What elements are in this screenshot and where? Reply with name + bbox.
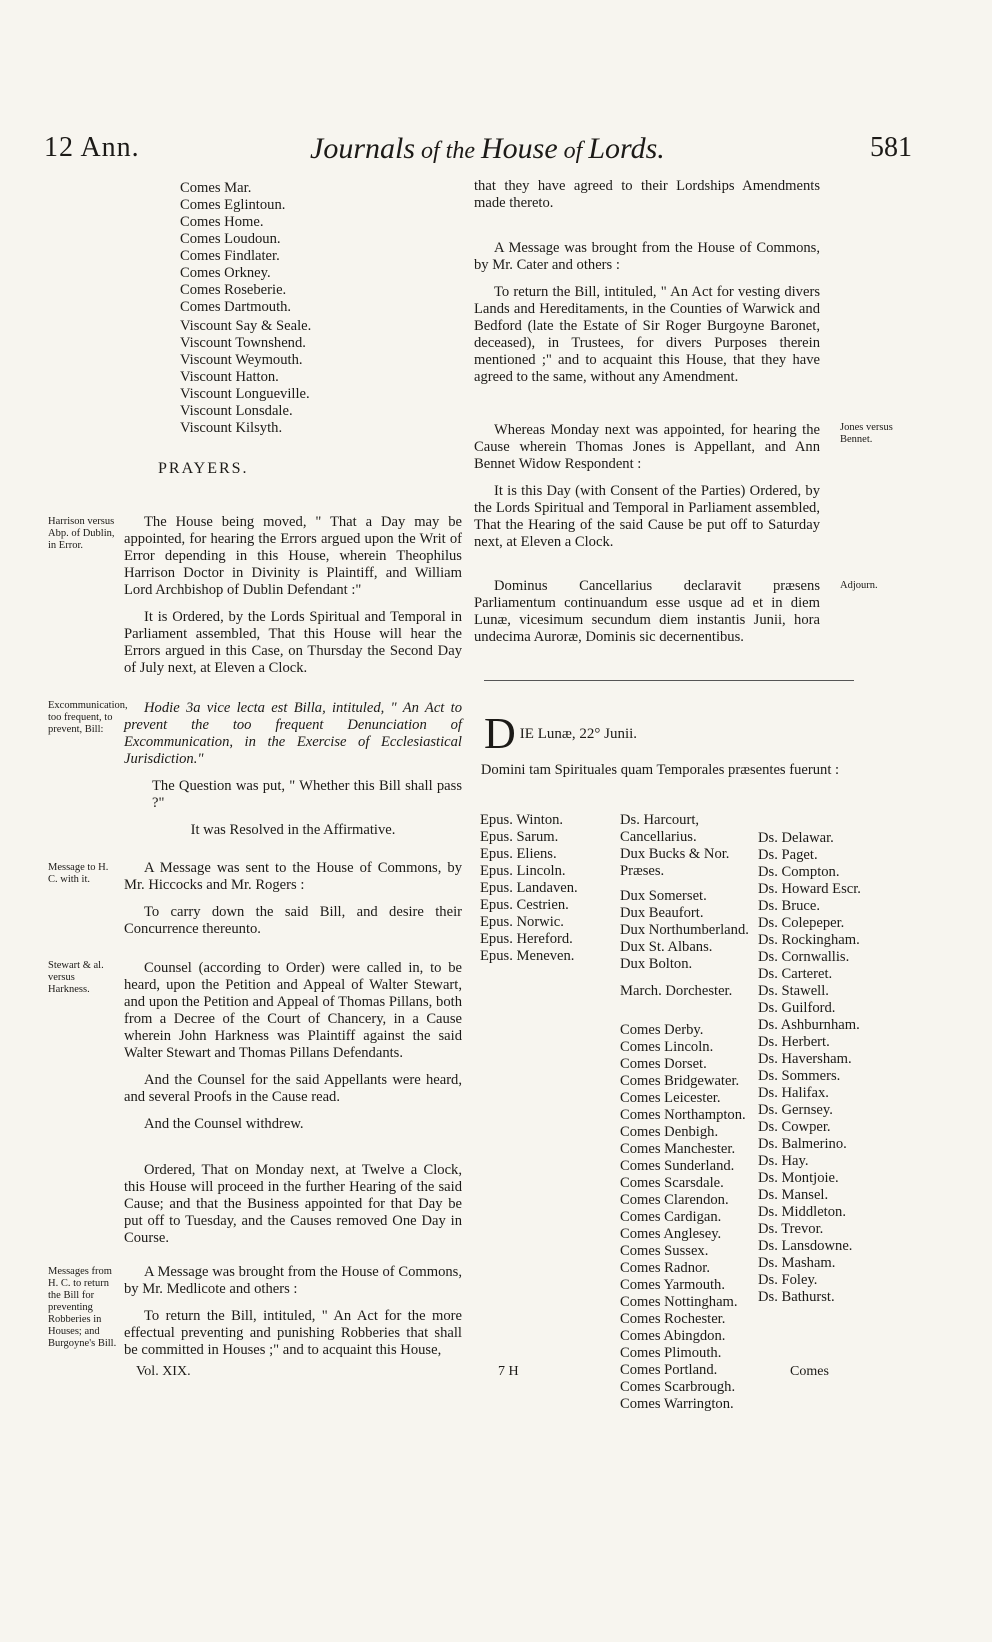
list-item: Comes Bridgewater. — [620, 1073, 740, 1089]
right-column-jones — [474, 422, 820, 561]
list-item: Ds. Bruce. — [758, 898, 821, 914]
left-column — [124, 514, 462, 687]
paragraph: Dominus Cancellarius declaravit præsens Parliamentum continuandum esse usque ad et in diem Lunæ, vicesimum secundum diem instantis Junii, hora undecima Auroræ, Dominis sic decernentibus. — [474, 578, 820, 645]
left-column-counsel — [124, 960, 462, 1143]
list-item: Comes Orkney. — [180, 265, 271, 281]
list-item: Ds. Middleton. — [758, 1204, 846, 1220]
margin-note-stewart: Stewart & al. versus Harkness. — [48, 960, 104, 995]
paragraph: It is Ordered, by the Lords Spiritual and Temporal in Parliament assembled, That this House will hear the Errors argued in this Case, on Thursday the Second Day of July next, at Eleven a Clock. — [124, 609, 462, 676]
list-item: Ds. Delawar. — [758, 830, 834, 846]
list-item: Ds. Howard Escr. — [758, 881, 861, 897]
list-item: Ds. Paget. — [758, 847, 818, 863]
list-item: Comes Yarmouth. — [620, 1277, 726, 1293]
right-column — [474, 178, 820, 222]
list-item: Comes Derby. — [620, 1022, 704, 1038]
list-item: Comes Manchester. — [620, 1141, 736, 1157]
list-item: Comes Sunderland. — [620, 1158, 735, 1174]
list-item: Comes Loudoun. — [180, 231, 281, 247]
list-item: Ds. Trevor. — [758, 1221, 824, 1237]
list-item: Epus. Cestrien. — [480, 897, 569, 913]
title-lords: Lords. — [588, 132, 665, 165]
list-item: Dux Northumberland. — [620, 922, 749, 938]
volume-number: Vol. XIX. — [136, 1364, 191, 1379]
list-item: Comes Leicester. — [620, 1090, 721, 1106]
title-of: of — [557, 138, 589, 164]
list-item: Viscount Longueville. — [180, 386, 310, 402]
left-column-message — [124, 860, 462, 948]
paragraph: And the Counsel for the said Appellants were heard, and several Proofs in the Cause read. — [124, 1072, 462, 1105]
barons-list — [758, 830, 861, 1306]
list-item: Dux Bolton. — [620, 956, 693, 972]
paragraph: A Message was sent to the House of Commons, by Mr. Hiccocks and Mr. Rogers : — [124, 860, 462, 893]
list-item: Comes Scarsdale. — [620, 1175, 724, 1191]
right-column-adjourn — [474, 578, 820, 656]
list-item: Epus. Norwic. — [480, 914, 564, 930]
list-item: Ds. Sommers. — [758, 1068, 841, 1084]
list-item: Comes Dorset. — [620, 1056, 707, 1072]
regnal-year: 12 Ann. — [44, 132, 140, 163]
list-item: March. Dorchester. — [620, 983, 733, 999]
list-item: Ds. Foley. — [758, 1272, 818, 1288]
list-item: Ds. Herbert. — [758, 1034, 830, 1050]
list-item: Viscount Say & Seale. — [180, 318, 312, 334]
signature-mark: 7 H — [498, 1364, 519, 1379]
list-item: Comes Clarendon. — [620, 1192, 729, 1208]
paragraph: It was Resolved in the Affirmative. — [190, 822, 396, 838]
margin-note-excommunication: Excommunication, too frequent, to prevent, Bill: — [48, 700, 128, 735]
catchword: Comes — [790, 1364, 829, 1379]
list-item: Comes Portland. — [620, 1362, 718, 1378]
paragraph: The House being moved, " That a Day may be appointed, for hearing the Errors argued upon the Writ of Error depending in this House, wherein Theophilus Harrison Doctor in Divinity is Plaintiff, and William Lord Archbishop of Dublin Defendant :" — [124, 514, 462, 598]
list-item: Viscount Hatton. — [180, 369, 279, 385]
paragraph: To return the Bill, intituled, " An Act for vesting divers Lands and Hereditaments, in the Counties of Warwick and Bedford (late the Estate of Sir Roger Burgoyne Baronet, deceased), in Trustees, for divers Purposes therein mentioned ;" and to acquaint this House, that they have agreed to the same, without any Amendment. — [474, 284, 820, 385]
paragraph: Ordered, That on Monday next, at Twelve a Clock, this House will proceed in the further Hearing of the said Cause; and that the Business appointed for that Day be put off to Tuesday, and the Causes removed One Day in Course. — [124, 1162, 462, 1246]
left-viscount-list — [180, 318, 311, 437]
list-item: Epus. Hereford. — [480, 931, 573, 947]
paragraph: A Message was brought from the House of Commons, by Mr. Medlicote and others : — [124, 1264, 462, 1297]
list-item: Epus. Landaven. — [480, 880, 578, 896]
list-item: Ds. Haversham. — [758, 1051, 852, 1067]
list-item: Ds. Halifax. — [758, 1085, 829, 1101]
list-item: Comes Plimouth. — [620, 1345, 722, 1361]
list-item: Viscount Lonsdale. — [180, 403, 293, 419]
list-item: Comes Scarbrough. — [620, 1379, 736, 1395]
prayers-heading: PRAYERS. — [158, 460, 249, 477]
list-item: Ds. Ashburnham. — [758, 1017, 860, 1033]
earls-list — [620, 1022, 746, 1413]
day-heading — [484, 709, 864, 758]
list-item: Epus. Sarum. — [480, 829, 559, 845]
right-column-cater — [474, 240, 820, 396]
list-item: Comes Findlater. — [180, 248, 280, 264]
bishops-list — [480, 812, 578, 965]
list-item: Ds. Stawell. — [758, 983, 829, 999]
list-item: Ds. Hay. — [758, 1153, 809, 1169]
list-item: Epus. Lincoln. — [480, 863, 566, 879]
list-item: Ds. Cornwallis. — [758, 949, 850, 965]
margin-note-harrison: Harrison versus Abp. of Dublin, in Error. — [48, 516, 115, 551]
list-item: Dux Bucks & Nor. Præses. — [620, 846, 730, 879]
paragraph: To carry down the said Bill, and desire their Concurrence thereunto. — [124, 904, 462, 937]
title-of-the: of the — [415, 138, 481, 164]
margin-note-jones: Jones versus Bennet. — [840, 422, 893, 445]
list-item: Comes Sussex. — [620, 1243, 709, 1259]
margin-note-adjourn: Adjourn. — [840, 580, 878, 591]
list-item: Comes Anglesey. — [620, 1226, 722, 1242]
section-divider — [484, 680, 854, 681]
list-item: Ds. Harcourt, Cancellarius. — [620, 812, 700, 845]
list-item: Comes Home. — [180, 214, 264, 230]
page-number: 581 — [870, 132, 912, 163]
list-item: Viscount Weymouth. — [180, 352, 303, 368]
list-item: Comes Lincoln. — [620, 1039, 714, 1055]
list-item: Comes Eglintoun. — [180, 197, 286, 213]
list-item: Ds. Cowper. — [758, 1119, 831, 1135]
list-item: Comes Mar. — [180, 180, 252, 196]
margin-note-messages: Messages from H. C. to return the Bill for preventing Robberies in Houses; and Burgoyne's Bill. — [48, 1266, 117, 1349]
paragraph: To return the Bill, intituled, " An Act for the more effectual preventing and punishing Robberies that shall be committed in Houses ;" and to acquaint this House, — [124, 1308, 462, 1358]
list-item: Epus. Meneven. — [480, 948, 575, 964]
list-item: Ds. Mansel. — [758, 1187, 829, 1203]
list-item: Comes Nottingham. — [620, 1294, 738, 1310]
list-item: Comes Roseberie. — [180, 282, 287, 298]
title-journals: Journals — [310, 132, 415, 165]
margin-note-message: Message to H. C. with it. — [48, 862, 109, 885]
list-item: Comes Dartmouth. — [180, 299, 292, 315]
paragraph: that they have agreed to their Lordships Amendments made thereto. — [474, 178, 820, 211]
list-item: Comes Cardigan. — [620, 1209, 722, 1225]
list-item: Ds. Gernsey. — [758, 1102, 833, 1118]
list-item: Ds. Masham. — [758, 1255, 836, 1271]
running-title — [310, 132, 710, 166]
present-lords-heading: Domini tam Spirituales quam Temporales præsentes fuerunt : — [480, 762, 840, 778]
left-comes-list — [180, 180, 291, 316]
list-item: Epus. Winton. — [480, 812, 564, 828]
list-item: Dux St. Albans. — [620, 939, 713, 955]
left-column-ordered — [124, 1162, 462, 1257]
list-item: Ds. Carteret. — [758, 966, 833, 982]
list-item: Comes Abingdon. — [620, 1328, 726, 1344]
list-item: Comes Northampton. — [620, 1107, 746, 1123]
list-item: Viscount Kilsyth. — [180, 420, 283, 436]
list-item: Ds. Balmerino. — [758, 1136, 847, 1152]
list-item: Ds. Rockingham. — [758, 932, 860, 948]
list-item: Dux Beaufort. — [620, 905, 704, 921]
list-item: Comes Warrington. — [620, 1396, 734, 1412]
drop-cap: D — [484, 709, 516, 758]
list-item: Comes Denbigh. — [620, 1124, 719, 1140]
paragraph: And the Counsel withdrew. — [144, 1116, 304, 1132]
paragraph: Hodie 3a vice lecta est Billa, intituled, " An Act to prevent the too frequent Denunciation of Excommunication, in the Exercise of Ecclesiastical Jurisdiction." — [124, 700, 462, 767]
paragraph: Counsel (according to Order) were called in, to be heard, upon the Petition and Appeal of Walter Stewart, and upon the Petition and Appeal of Thomas Pillans, both from a Decree of the Court of Chancery, in a Cause wherein John Harkness was Plaintiff against the said Walter Stewart and Thomas Pillans Defendants. — [124, 960, 462, 1061]
list-item: Ds. Colepeper. — [758, 915, 845, 931]
list-item: Epus. Eliens. — [480, 846, 557, 862]
paragraph: Whereas Monday next was appointed, for hearing the Cause wherein Thomas Jones is Appellant, and Ann Bennet Widow Respondent : — [474, 422, 820, 472]
left-column-robberies — [124, 1264, 462, 1369]
paragraph: A Message was brought from the House of Commons, by Mr. Cater and others : — [474, 240, 820, 273]
list-item: Ds. Lansdowne. — [758, 1238, 853, 1254]
day-heading-text: IE Lunæ, 22° Junii. — [519, 726, 638, 742]
left-column-bill — [124, 700, 462, 849]
title-house: House — [481, 132, 558, 165]
list-item: Comes Radnor. — [620, 1260, 710, 1276]
list-item: Dux Somerset. — [620, 888, 707, 904]
list-item: Ds. Bathurst. — [758, 1289, 835, 1305]
list-item: Ds. Guilford. — [758, 1000, 836, 1016]
list-item: Viscount Townshend. — [180, 335, 306, 351]
list-item: Ds. Montjoie. — [758, 1170, 839, 1186]
list-item: Comes Rochester. — [620, 1311, 726, 1327]
paragraph: It is this Day (with Consent of the Parties) Ordered, by the Lords Spiritual and Temporal in Parliament assembled, That the Hearing of the said Cause be put off to Saturday next, at Eleven a Clock. — [474, 483, 820, 550]
list-item: Ds. Compton. — [758, 864, 840, 880]
dukes-list — [620, 812, 756, 1000]
paragraph: The Question was put, " Whether this Bill shall pass ?" — [152, 778, 462, 811]
